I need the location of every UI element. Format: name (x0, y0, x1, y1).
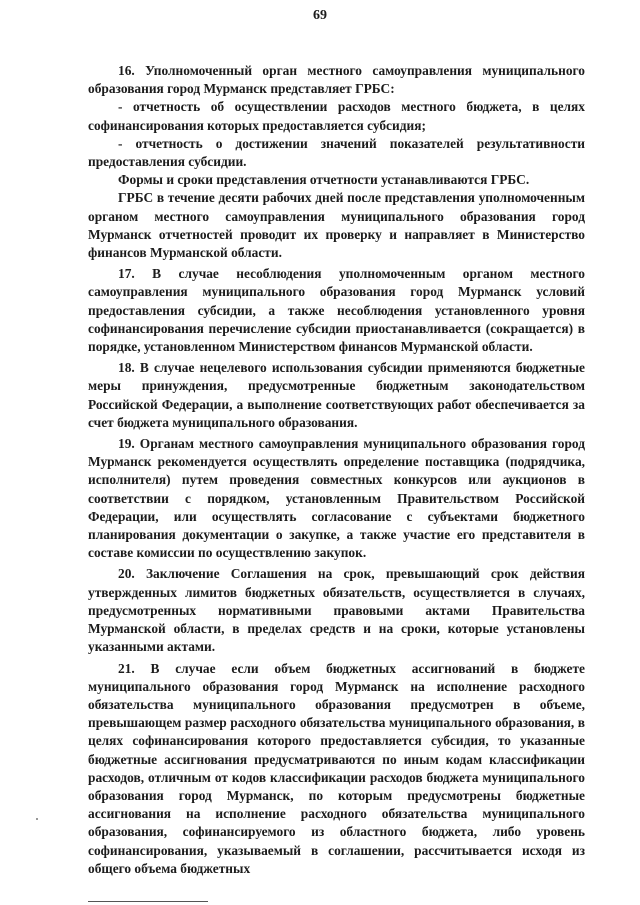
paragraph-20: 20. Заключение Соглашения на срок, превышающий срок действия утвержденных лимитов бюджетных обязательств, осуществляется в случаях, предусмотренных нормативными правовыми актами Правительства Мурманской области, в пределах средств и на сроки, которые установлены указанными актами. (88, 566, 585, 655)
paragraph-forms: Формы и сроки представления отчетности устанавливаются ГРБС. (118, 172, 530, 188)
footer-rule (88, 901, 208, 902)
paragraph-17: 17. В случае несоблюдения уполномоченным органом местного самоуправления муниципального образования город Мурманск условий предоставления субсидии, а также несоблюдения установленного уровня софинансирования перечисление субсидии приостанавливается (сокращается) в порядке, установленном Министерством финансов Мурманской области. (88, 266, 585, 355)
paragraph-19: 19. Органам местного самоуправления муниципального образования город Мурманск рекомендуется осуществлять определение поставщика (подрядчика, исполнителя) путем проведения совместных конкурсов или аукционов в соответствии с порядком, установленным Правительством Российской Федерации, или осуществлять согласование с субъектами бюджетного планирования документации о закупке, а также участие его представителя в составе комиссии по осуществлению закупок. (88, 436, 585, 561)
paragraph-16-item-1: - отчетность об осуществлении расходов местного бюджета, в целях софинансирования которых предоставляется субсидия; (88, 99, 585, 133)
paragraph-18: 18. В случае нецелевого использования субсидии применяются бюджетные меры принуждения, предусмотренные бюджетным законодательством Российской Федерации, а выполнение соответствующих работ обеспечивается за счет бюджета муниципального образования. (88, 360, 585, 430)
paragraph-21: 21. В случае если объем бюджетных ассигнований в бюджете муниципального образования город Мурманск на исполнение расходного обязательства муниципального образования предусмотрен в объеме, превышающем размер расходного обязательства муниципального образования, в целях софинансирования которого предоставляется субсидия, то указанные бюджетные ассигнования предусматриваются по иным кодам классификации расходов, отличным от кодов классификации расходов бюджета муниципального образования город Мурманск, по которым предусмотрены бюджетные ассигнования на исполнение расходного обязательства муниципального образования, софинансируемого из областного бюджета, либо уровень софинансирования, указываемый в соглашении, рассчитывается исходя из общего объема бюджетных (88, 660, 585, 876)
paragraph-16: 16. Уполномоченный орган местного самоуправления муниципального образования город Мурманск представляет ГРБС: (88, 63, 585, 97)
page-number: 69 (313, 8, 327, 23)
paragraph-grbs-check: ГРБС в течение десяти рабочих дней после представления уполномоченным органом местного самоуправления муниципального образования город Мурманск отчетностей проводит их проверку и направляет в Министерство финансов Мурманской области. (88, 190, 585, 261)
paragraph-16-item-2: - отчетность о достижении значений показателей результативности предоставления субсидии. (88, 135, 585, 170)
scan-speck (36, 818, 38, 820)
document-body (88, 62, 585, 878)
